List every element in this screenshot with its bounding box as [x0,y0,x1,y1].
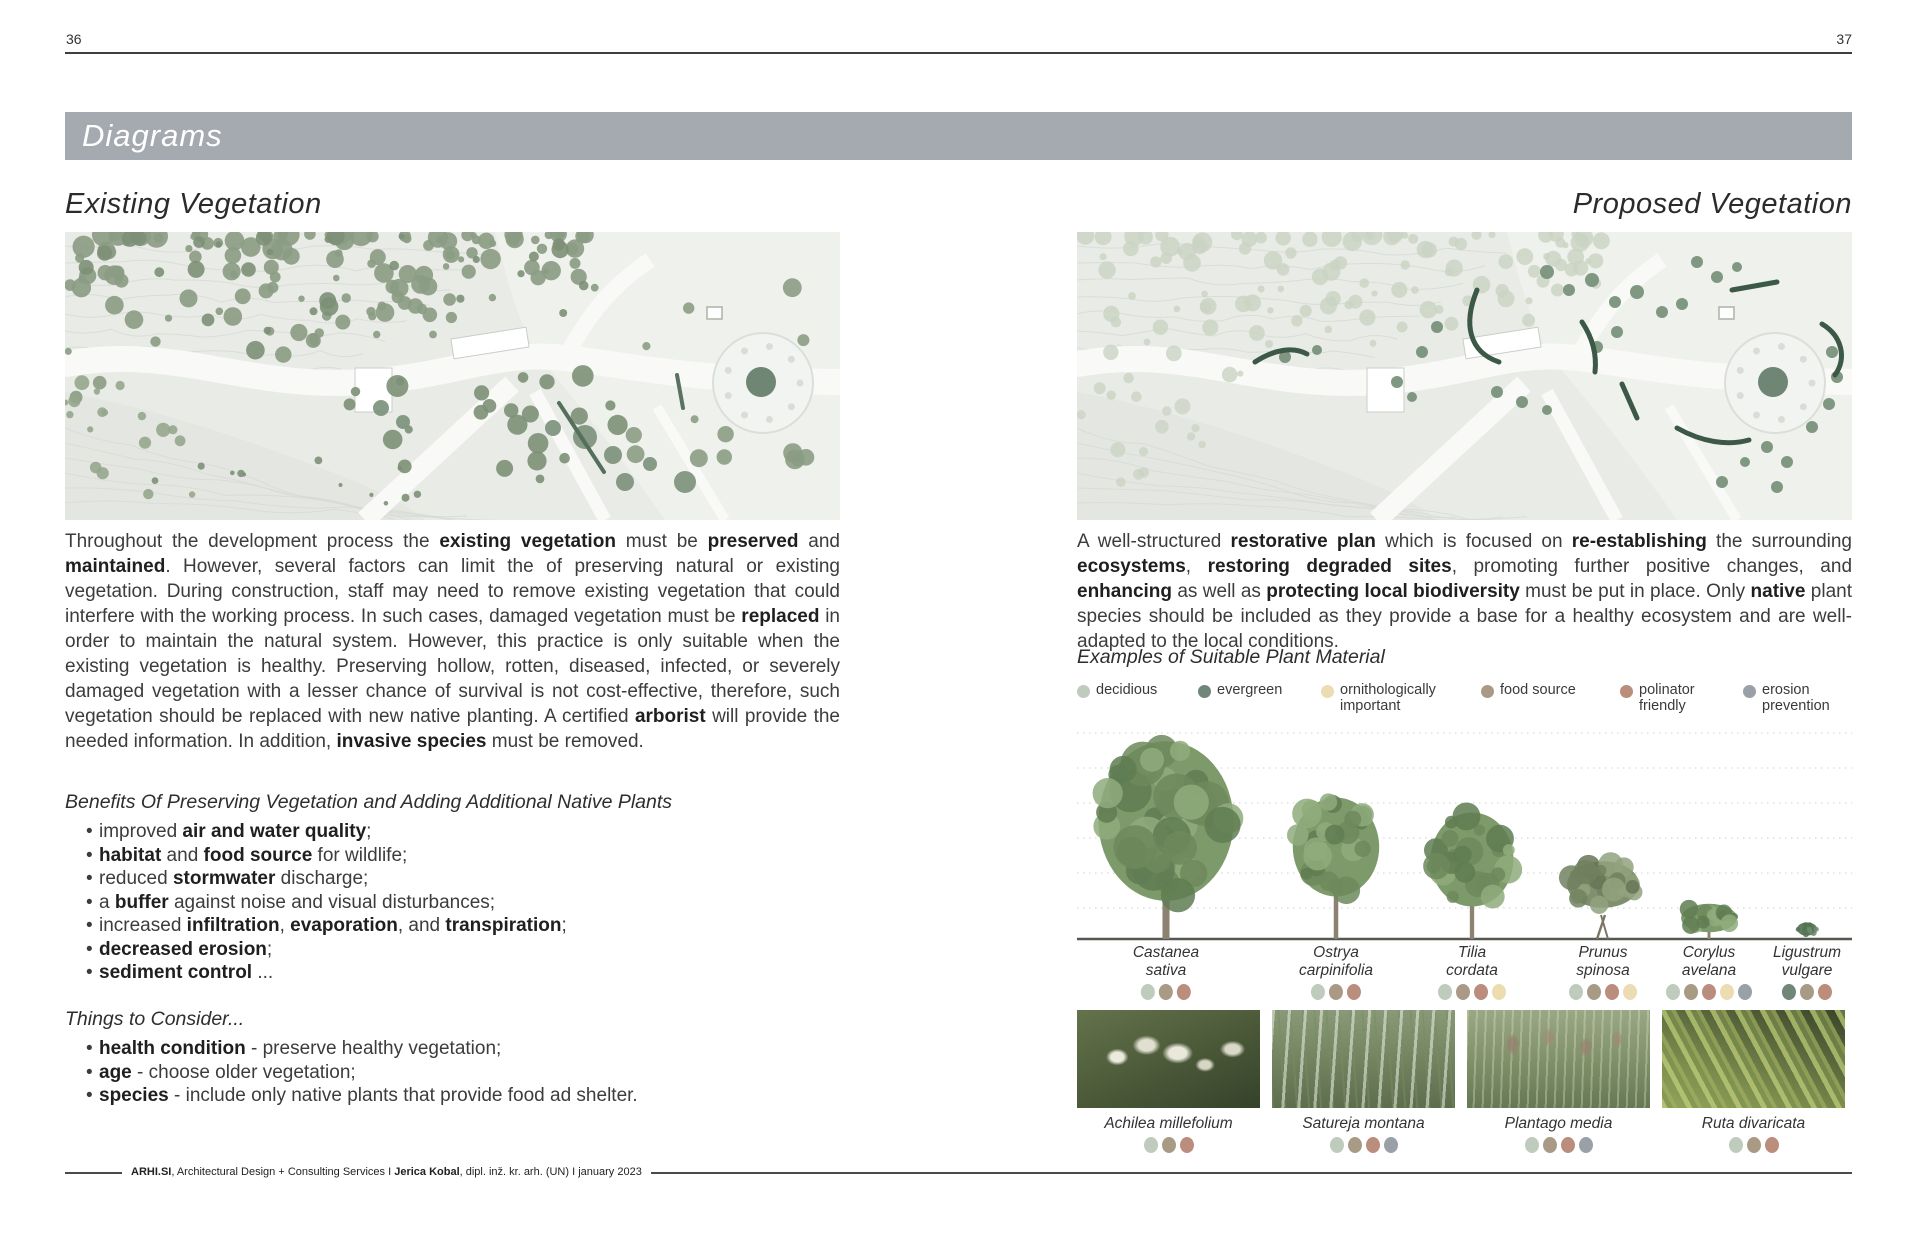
attribute-dot-icon [1159,984,1173,1000]
top-rule [65,52,1852,54]
existing-vegetation-map [65,232,840,520]
tree-size-chart [1077,715,1852,960]
plant-photo [1272,1010,1455,1108]
attribute-dot-icon [1144,1137,1158,1153]
banner-title: Diagrams [82,118,223,153]
bullet-icon: • [86,891,93,913]
plant-caption: Plantago media [1504,1115,1613,1132]
bullet-icon: • [86,962,93,983]
list-item: • species - include only native plants that provide food ad shelter. [65,1084,840,1108]
attribute-dot-icon [1525,1137,1539,1153]
tree-label-ostrya: Ostrya carpinifolia [1299,944,1373,1000]
bullet-icon: • [86,844,93,866]
proposed-vegetation-heading: Proposed Vegetation [1572,188,1852,220]
things-list [65,1037,840,1108]
plant-photo-card [1662,1010,1845,1153]
things-heading: Things to Consider... [65,1008,245,1030]
attribute-dot-icon [1384,1137,1398,1153]
attribute-dot-icon [1561,1137,1575,1153]
attribute-dot-icon [1666,984,1680,1000]
bullet-icon: • [86,915,93,936]
legend-item: polinator friendly [1620,682,1743,714]
attribute-dot-icon [1492,984,1506,1000]
page-number-left: 36 [66,31,82,47]
attribute-dot-icon [1543,1137,1557,1153]
tree-label-prunus: Prunus spinosa [1569,944,1637,1000]
footer-author-rest: , dipl. inž. kr. arh. (UN) I january 2023 [459,1166,642,1178]
list-item: • decreased erosion; [65,938,840,962]
tree-attribute-dots [1569,984,1637,1000]
attribute-dot-icon [1366,1137,1380,1153]
attribute-dot-icon [1782,984,1796,1000]
tree-glyph-tilia [1423,802,1522,939]
list-item: • habitat and food source for wildlife; [65,844,840,868]
legend-item: evergreen [1198,682,1321,714]
attribute-dot-icon [1177,984,1191,1000]
attribute-dot-icon [1729,1137,1743,1153]
attribute-dot-icon [1141,984,1155,1000]
attribute-dot-icon [1800,984,1814,1000]
benefits-block [65,791,840,985]
plant-attribute-dots [1272,1137,1455,1153]
benefits-list [65,820,840,985]
existing-vegetation-heading: Existing Vegetation [65,188,322,220]
attribute-dot-icon [1330,1137,1344,1153]
footer-org: ARHI.SI [131,1166,172,1178]
bullet-icon: • [86,938,93,960]
attribute-dot-icon [1180,1137,1194,1153]
attribute-dot-icon [1347,984,1361,1000]
tree-label-corylus: Corylus avelana [1666,944,1752,1000]
bullet-icon: • [86,1061,93,1083]
things-to-consider-block [65,1008,840,1108]
attribute-dot-icon [1348,1137,1362,1153]
list-item: • improved air and water quality; [65,820,840,844]
proposed-vegetation-paragraph: A well-structured restorative plan which is focused on re-establishing the surrounding ecosystems, restoring degraded sites, promoting further positive changes, and enhancing as well as protecting local biodiversity must be put in place. Only native plant species should be included as they provide a base for a healthy ecosystem and are well-adapted to the local conditions. [1077,531,1853,652]
tree-glyph-ostrya [1287,793,1379,939]
tree-attribute-dots [1666,984,1752,1000]
attribute-dot-icon [1438,984,1452,1000]
tree-glyph-ligustrum [1796,922,1819,937]
plant-photo-card [1077,1010,1260,1153]
tree-glyph-castanea [1093,735,1244,939]
list-item: • age - choose older vegetation; [65,1061,840,1085]
tree-glyph-corylus [1680,900,1738,939]
tree-label-castanea: Castanea sativa [1133,944,1199,1000]
attribute-dot-icon [1474,984,1488,1000]
attribute-dot-icon [1623,984,1637,1000]
tree-attribute-dots [1299,984,1373,1000]
examples-heading: Examples of Suitable Plant Material [1077,646,1385,668]
legend-dot-icon [1481,685,1494,698]
section-banner [65,112,1852,160]
attribute-dot-icon [1747,1137,1761,1153]
tree-glyph-prunus [1559,852,1643,939]
attribute-dot-icon [1720,984,1734,1000]
list-item: • reduced stormwater discharge; [65,867,840,891]
plant-photo [1467,1010,1650,1108]
legend-item: food source [1481,682,1620,714]
tree-attribute-dots [1438,984,1506,1000]
attribute-dot-icon [1765,1137,1779,1153]
plant-caption: Satureja montana [1302,1115,1425,1132]
footer [122,1165,651,1180]
plant-caption: Ruta divaricata [1701,1115,1806,1132]
plant-caption: Achilea millefolium [1104,1115,1233,1132]
legend-dot-icon [1077,685,1090,698]
attribute-dot-icon [1702,984,1716,1000]
plant-photo-card [1467,1010,1650,1153]
attribute-dot-icon [1162,1137,1176,1153]
attribute-dot-icon [1569,984,1583,1000]
tree-label-ligustrum: Ligustrum vulgare [1773,944,1841,1000]
attribute-dot-icon [1738,984,1752,1000]
attribute-dot-icon [1684,984,1698,1000]
bullet-icon: • [86,1038,93,1059]
proposed-vegetation-map [1077,232,1852,520]
benefits-heading: Benefits Of Preserving Vegetation and Adding Additional Native Plants [65,791,673,813]
attribute-dot-icon [1456,984,1470,1000]
tree-attribute-dots [1133,984,1199,1000]
legend-item: ornithologically important [1321,682,1481,714]
legend-dot-icon [1321,685,1334,698]
bullet-icon: • [86,821,93,842]
attribute-dot-icon [1329,984,1343,1000]
legend-item: decidious [1077,682,1198,714]
list-item: • increased infiltration, evaporation, and transpiration; [65,914,840,938]
list-item: • a buffer against noise and visual disturbances; [65,891,840,915]
plant-photo [1077,1010,1260,1108]
plant-photo-card [1272,1010,1455,1153]
existing-vegetation-paragraph: Throughout the development process the existing vegetation must be preserved and maintained. However, several factors can limit the of preserving natural or existing vegetation. During construction, staff may need to remove existing vegetation that could interfere with the working process. In such cases, damaged vegetation must be replaced in order to maintain the natural system. However, this practice is only suitable when the existing vegetation is healthy. Preserving hollow, rotten, diseased, infected, or severely damaged vegetation with a lesser chance of survival is not cost-effective, therefore, such vegetation should be replaced with new native planting. A certified arborist will provide the needed information. In addition, invasive species must be removed. [65,531,840,752]
attribute-dot-icon [1587,984,1601,1000]
tree-attribute-dots [1773,984,1841,1000]
attribute-dot-icon [1818,984,1832,1000]
plant-attribute-dots [1467,1137,1650,1153]
bullet-icon: • [86,868,93,889]
plant-attribute-dots [1077,1137,1260,1153]
legend-dot-icon [1620,685,1633,698]
tree-label-tilia: Tilia cordata [1438,944,1506,1000]
legend-dot-icon [1743,685,1756,698]
page-number-right: 37 [1836,31,1852,47]
legend-item: erosion prevention [1743,682,1858,714]
legend-dot-icon [1198,685,1211,698]
list-item: • sediment control ... [65,961,840,985]
plant-legend [1077,682,1867,714]
attribute-dot-icon [1579,1137,1593,1153]
list-item: • health condition - preserve healthy vegetation; [65,1037,840,1061]
attribute-dot-icon [1311,984,1325,1000]
footer-org-rest: , Architectural Design + Consulting Services I [171,1166,395,1178]
attribute-dot-icon [1605,984,1619,1000]
bullet-icon: • [86,1085,93,1106]
plant-photo [1662,1010,1845,1108]
footer-author: Jerica Kobal [394,1166,460,1178]
plant-attribute-dots [1662,1137,1845,1153]
